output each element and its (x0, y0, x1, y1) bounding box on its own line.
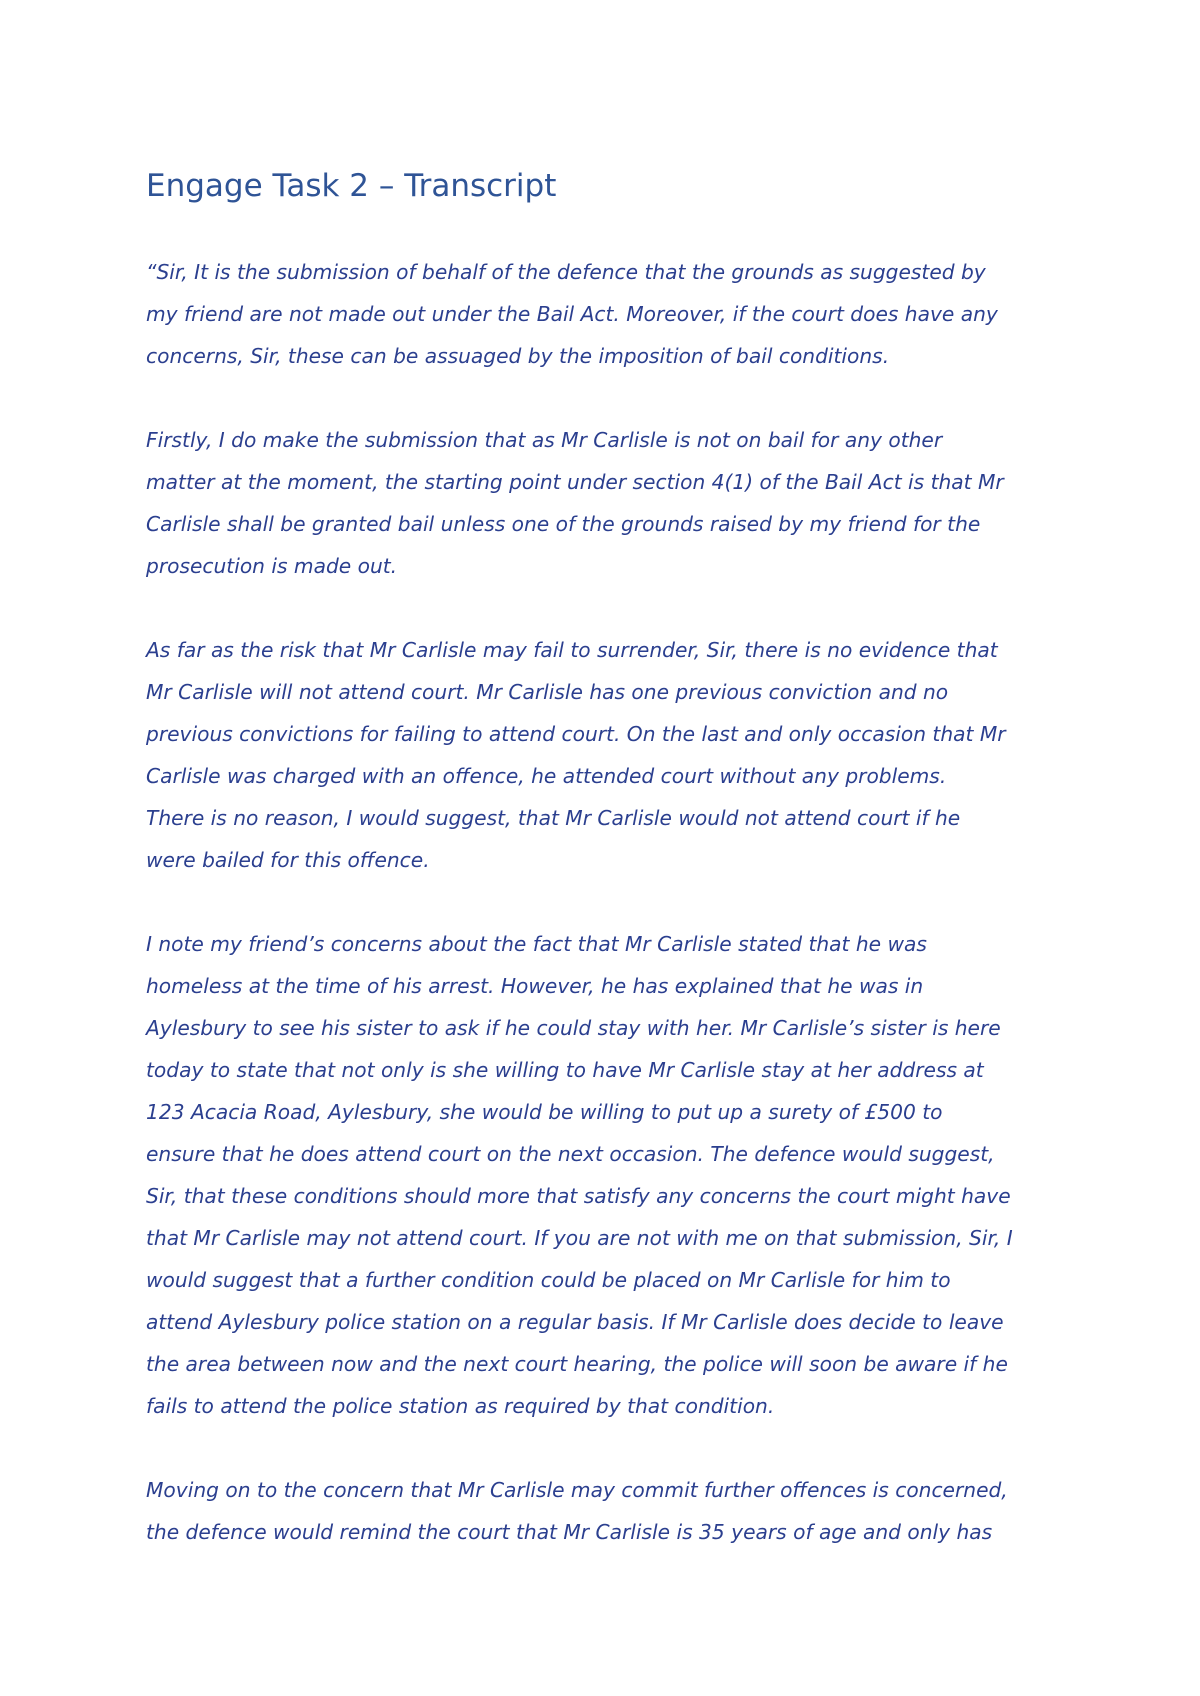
transcript-line: today to state that not only is she willing to have Mr Carlisle stay at her address at (146, 1058, 984, 1082)
transcript-line: homeless at the time of his arrest. However, he has explained that he was in (146, 974, 924, 998)
transcript-line: ensure that he does attend court on the next occasion. The defence would suggest, (146, 1142, 995, 1166)
transcript-paragraph (146, 251, 1086, 377)
transcript-line: 123 Acacia Road, Aylesbury, she would be willing to put up a surety of £500 to (146, 1100, 943, 1124)
transcript-line: the defence would remind the court that Mr Carlisle is 35 years of age and only has (146, 1520, 993, 1544)
transcript-line: prosecution is made out. (146, 554, 398, 578)
transcript-line: previous convictions for failing to attend court. On the last and only occasion that Mr (146, 722, 1006, 746)
transcript-line: were bailed for this offence. (146, 848, 430, 872)
transcript-line: concerns, Sir, these can be assuaged by the imposition of bail conditions. (146, 344, 890, 368)
transcript-line: the area between now and the next court hearing, the police will soon be aware if he (146, 1352, 1008, 1376)
transcript-paragraph (146, 923, 1086, 1427)
transcript-line: Moving on to the concern that Mr Carlisle may commit further offences is concerned, (146, 1478, 1008, 1502)
transcript-line: Carlisle was charged with an offence, he attended court without any problems. (146, 764, 947, 788)
transcript-line: Aylesbury to see his sister to ask if he could stay with her. Mr Carlisle’s sister is here (146, 1016, 1001, 1040)
document-title: Engage Task 2 – Transcript (146, 168, 557, 204)
transcript-line: my friend are not made out under the Bail Act. Moreover, if the court does have any (146, 302, 998, 326)
transcript-line: would suggest that a further condition could be placed on Mr Carlisle for him to (146, 1268, 951, 1292)
transcript-paragraph (146, 1469, 1086, 1553)
transcript-line: that Mr Carlisle may not attend court. If you are not with me on that submission, Sir, I (146, 1226, 1013, 1250)
transcript-paragraph (146, 629, 1086, 881)
transcript-body (146, 251, 1086, 1595)
transcript-line: matter at the moment, the starting point under section 4(1) of the Bail Act is that Mr (146, 470, 1004, 494)
transcript-paragraph (146, 419, 1086, 587)
transcript-line: Sir, that these conditions should more that satisfy any concerns the court might have (146, 1184, 1011, 1208)
transcript-line: As far as the risk that Mr Carlisle may fail to surrender, Sir, there is no evidence that (146, 638, 998, 662)
transcript-line: Mr Carlisle will not attend court. Mr Carlisle has one previous conviction and no (146, 680, 949, 704)
transcript-line: “Sir, It is the submission of behalf of the defence that the grounds as suggested by (146, 260, 986, 284)
transcript-line: Carlisle shall be granted bail unless one of the grounds raised by my friend for the (146, 512, 981, 536)
transcript-line: attend Aylesbury police station on a regular basis. If Mr Carlisle does decide to leave (146, 1310, 1004, 1334)
transcript-line: I note my friend’s concerns about the fact that Mr Carlisle stated that he was (146, 932, 927, 956)
transcript-line: There is no reason, I would suggest, that Mr Carlisle would not attend court if he (146, 806, 961, 830)
transcript-line: Firstly, I do make the submission that as Mr Carlisle is not on bail for any other (146, 428, 943, 452)
transcript-line: fails to attend the police station as required by that condition. (146, 1394, 775, 1418)
